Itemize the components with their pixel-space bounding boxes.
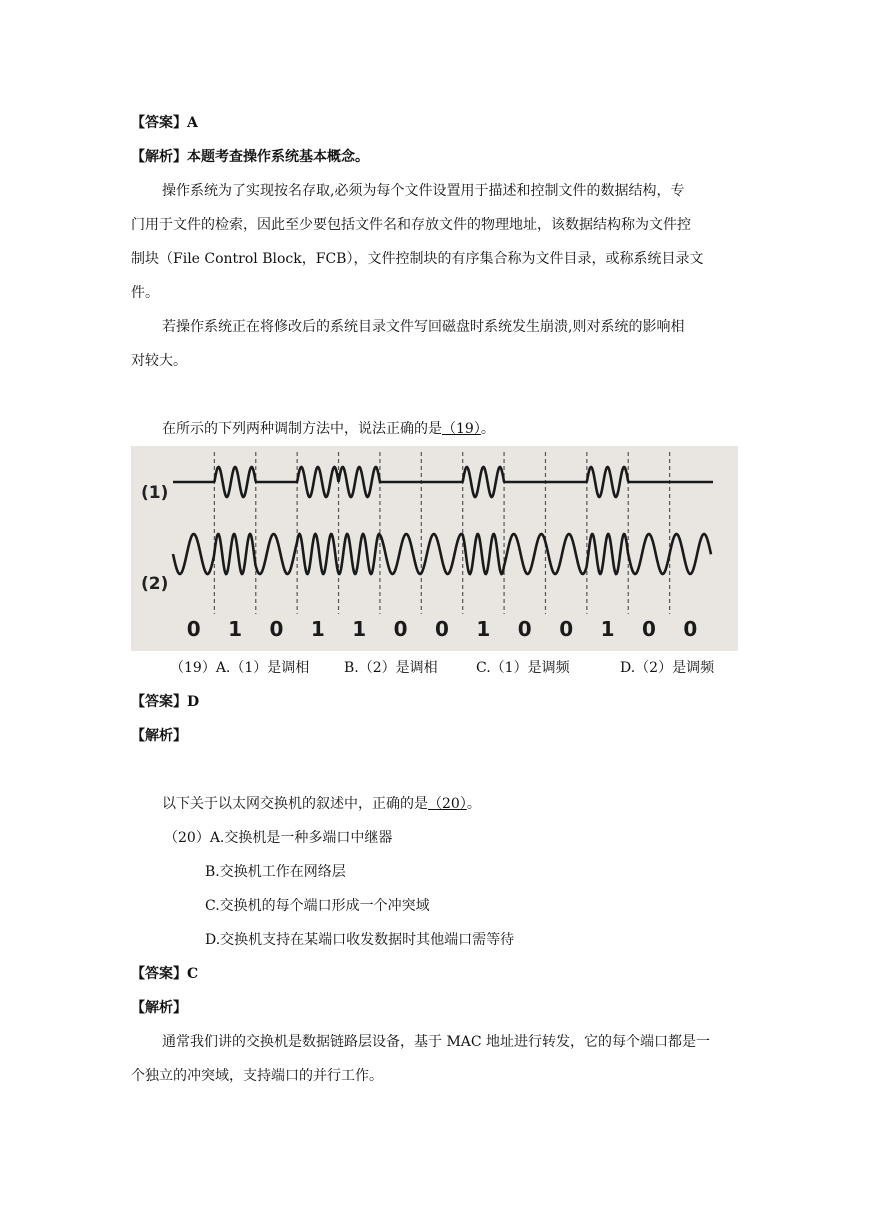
bit-label: 0: [683, 617, 698, 641]
bit-label: 1: [228, 617, 243, 641]
option-a: （20）A.交换机是一种多端口中继器: [164, 830, 393, 846]
modulation-diagram: [131, 446, 738, 651]
question-stem: [162, 419, 495, 439]
stem-blank: （19）: [442, 421, 481, 437]
option-d: D.（2）是调频: [620, 660, 715, 676]
stem-blank: （20）: [428, 796, 467, 812]
modulation-figure: [131, 446, 738, 651]
bit-label: 0: [435, 617, 449, 641]
bit-label: 0: [269, 617, 284, 641]
bit-label: 1: [310, 617, 325, 641]
waveform-2-line: [173, 534, 711, 574]
waveform-2-label: (2): [141, 574, 169, 594]
option-a: （19）A.（1）是调相: [170, 660, 310, 676]
stem-suffix: 。: [466, 796, 481, 812]
analysis-label: 【解析】: [131, 149, 187, 165]
analysis-line: [131, 147, 369, 167]
answer-value: C: [187, 966, 199, 982]
paragraph-line: 制块（File Control Block，FCB），文件控制块的有序集合称为文件目录，或称系统目录文: [131, 251, 704, 267]
stem-text: 以下关于以太网交换机的叙述中，正确的是: [162, 796, 428, 812]
bit-label: 0: [517, 617, 532, 641]
option-b: B.（2）是调相: [344, 660, 438, 676]
answer-line: [131, 964, 198, 984]
answer-value: A: [187, 115, 198, 131]
paragraph-line: 若操作系统正在将修改后的系统目录文件写回磁盘时系统发生崩溃,则对系统的影响相: [162, 319, 685, 335]
question-stem: [162, 794, 481, 814]
waveform-1-line: [173, 467, 713, 497]
paragraph-line: 对较大。: [131, 353, 187, 369]
analysis-title: 本题考查操作系统基本概念。: [187, 149, 369, 165]
bit-label: 0: [559, 617, 574, 641]
bit-label: 0: [186, 617, 201, 641]
paragraph-line: 个独立的冲突域，支持端口的并行工作。: [131, 1068, 383, 1084]
answer-label: 【答案】: [131, 694, 187, 710]
option-c: C.（1）是调频: [476, 660, 570, 676]
paragraph-line: 件。: [131, 285, 159, 301]
analysis-label: 【解析】: [131, 1000, 187, 1016]
waveform-1-label: (1): [141, 483, 169, 503]
bit-label: 0: [393, 617, 408, 641]
option-d: D.交换机支持在某端口收发数据时其他端口需等待: [205, 932, 515, 948]
bit-label: 0: [641, 617, 656, 641]
paragraph-line: 门用于文件的检索，因此至少要包括文件名和存放文件的物理地址，该数据结构称为文件控: [131, 217, 691, 233]
paragraph-line: 通常我们讲的交换机是数据链路层设备，基于 MAC 地址进行转发，它的每个端口都是一: [162, 1034, 711, 1050]
bit-label: 1: [352, 617, 367, 641]
answer-value: D: [187, 694, 200, 710]
paragraph-line: 操作系统为了实现按名存取,必须为每个文件设置用于描述和控制文件的数据结构，专: [162, 183, 685, 199]
answer-line: [131, 113, 198, 133]
answer-line: [131, 692, 199, 712]
bit-label: 1: [600, 617, 615, 641]
option-b: B.交换机工作在网络层: [205, 864, 346, 880]
stem-text: 在所示的下列两种调制方法中，说法正确的是: [162, 421, 442, 437]
bit-label: 1: [476, 617, 491, 641]
option-c: C.交换机的每个端口形成一个冲突域: [205, 898, 430, 914]
answer-label: 【答案】: [131, 115, 187, 131]
answer-label: 【答案】: [131, 966, 187, 982]
analysis-label: 【解析】: [131, 728, 187, 744]
stem-suffix: 。: [480, 421, 495, 437]
